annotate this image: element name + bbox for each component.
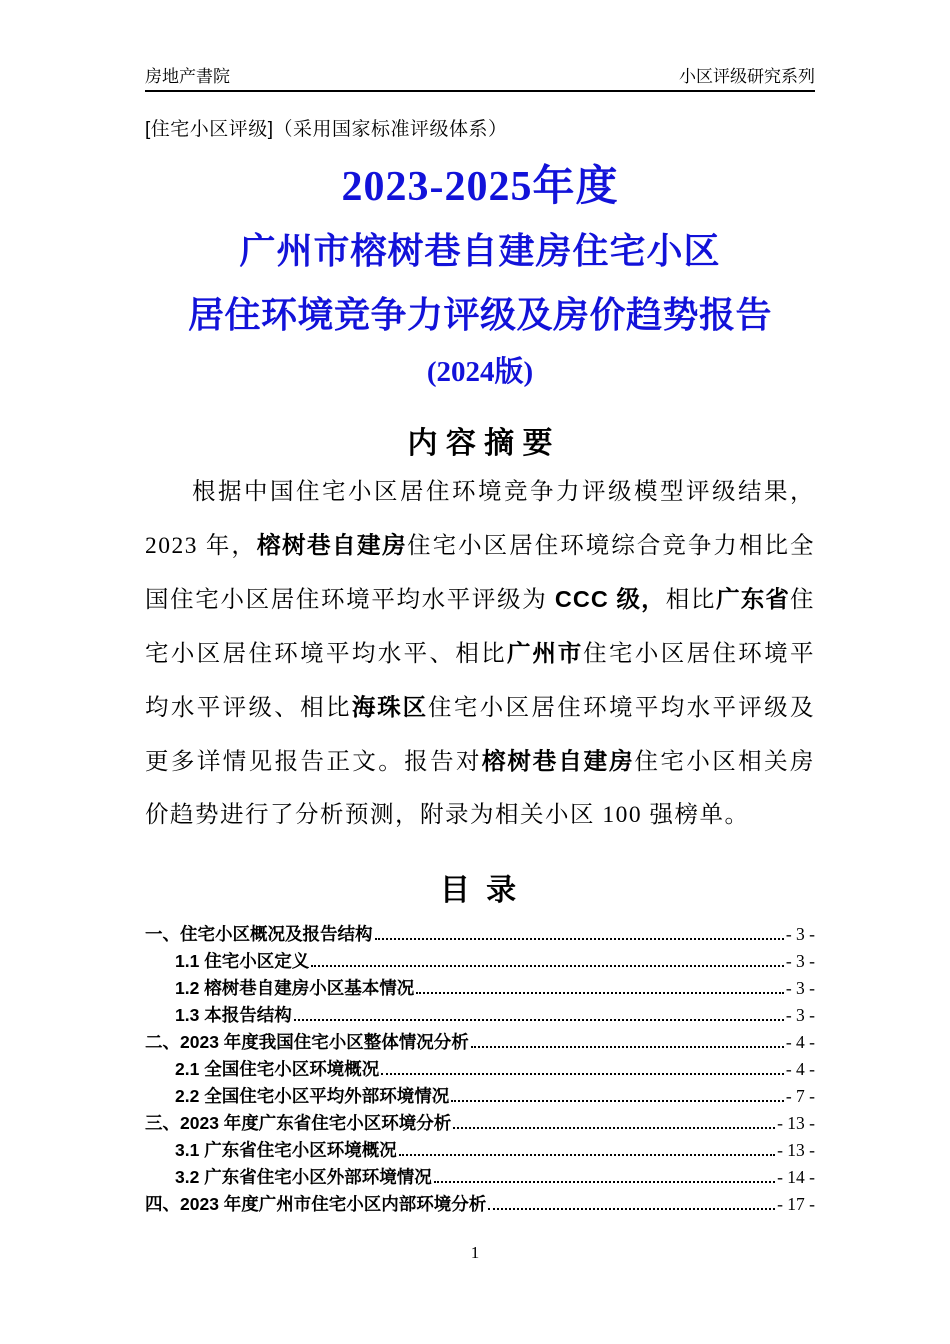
abstract-paragraph [145, 466, 815, 842]
abstract-heading: 内 容 摘 要 [407, 427, 553, 460]
abstract-segment: 相比 [665, 587, 717, 613]
report-title-community: 广州市榕树巷自建房住宅小区 [239, 231, 721, 271]
toc-dot-leader [453, 1127, 775, 1129]
toc-item[interactable] [145, 1107, 815, 1134]
report-title-edition: (2024版) [426, 356, 534, 388]
toc-dot-leader [311, 965, 784, 967]
toc-list [145, 918, 815, 1215]
abstract-segment: 广州市 [507, 640, 584, 666]
toc-item-label: 四、2023 年度广州市住宅小区内部环境分析 [145, 1194, 487, 1214]
toc-item-label: 1.3 本报告结构 [175, 1005, 292, 1025]
toc-page-number: - 17 - [777, 1194, 815, 1214]
toc-item-label: 1.2 榕树巷自建房小区基本情况 [175, 978, 415, 998]
toc-dot-leader [399, 1154, 775, 1156]
abstract-segment: 广东省 [716, 586, 791, 612]
toc-page-number: - 4 - [785, 1059, 815, 1079]
toc-item-label: 三、2023 年度广东省住宅小区环境分析 [145, 1113, 452, 1133]
toc-page-number: - 3 - [785, 951, 815, 971]
toc-item[interactable] [145, 972, 815, 999]
toc-item[interactable] [145, 1188, 815, 1215]
toc-item-label: 1.1 住宅小区定义 [175, 951, 310, 971]
header-left-text: 房地产書院 [145, 67, 230, 86]
toc-page-number: - 7 - [785, 1086, 815, 1106]
abstract-segment: CCC 级， [554, 586, 666, 612]
toc-page-number: - 3 - [785, 924, 815, 944]
toc-dot-leader [375, 938, 784, 940]
toc-dot-leader [471, 1046, 784, 1048]
toc-page-number: - 14 - [777, 1167, 815, 1187]
toc-dot-leader [434, 1181, 775, 1183]
running-header [145, 0, 815, 88]
toc-page-number: - 3 - [785, 1005, 815, 1025]
toc-page-number: - 13 - [777, 1140, 815, 1160]
toc-item-label: 二、2023 年度我国住宅小区整体情况分析 [145, 1032, 469, 1052]
page-number: 1 [470, 1243, 480, 1262]
toc-item[interactable] [145, 1161, 815, 1188]
abstract-segment: 榕树巷自建房 [256, 532, 408, 558]
toc-dot-leader [381, 1073, 784, 1075]
toc-dot-leader [488, 1208, 775, 1210]
toc-item[interactable] [145, 1080, 815, 1107]
toc-item[interactable] [145, 1134, 815, 1161]
abstract-segment: 海珠区 [351, 694, 428, 720]
header-rule [145, 90, 815, 92]
toc-item[interactable] [145, 999, 815, 1026]
abstract-segment: 住宅小区居住环境平均水平、相比 [145, 587, 816, 667]
toc-dot-leader [294, 1019, 784, 1021]
report-tagline: [住宅小区评级]（采用国家标准评级体系） [145, 119, 508, 140]
toc-item[interactable] [145, 945, 815, 972]
abstract-segment: 住宅小区居住环境平均水平评级及更多详情见报告正文。报告对 [145, 695, 816, 775]
toc-heading: 目 录 [439, 874, 521, 907]
abstract-segment: 住宅小区居住环境综合竞争力相比全国住宅小区居住环境平均水平评级为 [145, 533, 815, 613]
toc-item-label: 一、住宅小区概况及报告结构 [145, 924, 373, 944]
abstract-segment: 榕树巷自建房 [481, 748, 635, 774]
abstract-segment: 住宅小区相关房价趋势进行了分析预测，附录为相关小区 100 强榜单。 [145, 749, 816, 828]
toc-dot-leader [416, 992, 784, 994]
toc-page-number: - 13 - [777, 1113, 815, 1133]
report-title-year-range: 2023-2025年度 [341, 164, 619, 210]
abstract-segment: 住宅小区居住环境平均水平评级、相比 [145, 641, 816, 721]
toc-item-label: 2.1 全国住宅小区环境概况 [175, 1059, 380, 1079]
toc-dot-leader [451, 1100, 784, 1102]
toc-item[interactable] [145, 1053, 815, 1080]
report-title-subject: 居住环境竞争力评级及房价趋势报告 [187, 295, 772, 335]
toc-item[interactable] [145, 918, 815, 945]
toc-item-label: 2.2 全国住宅小区平均外部环境情况 [175, 1086, 450, 1106]
toc-item-label: 3.2 广东省住宅小区外部环境情况 [175, 1167, 432, 1187]
toc-page-number: - 3 - [785, 978, 815, 998]
toc-item[interactable] [145, 1026, 815, 1053]
toc-page-number: - 4 - [785, 1032, 815, 1052]
header-right-text: 小区评级研究系列 [679, 67, 815, 86]
abstract-segment: 根据中国住宅小区居住环境竞争力评级模型评级结果，2023 年， [145, 479, 815, 559]
toc-item-label: 3.1 广东省住宅小区环境概况 [175, 1140, 397, 1160]
